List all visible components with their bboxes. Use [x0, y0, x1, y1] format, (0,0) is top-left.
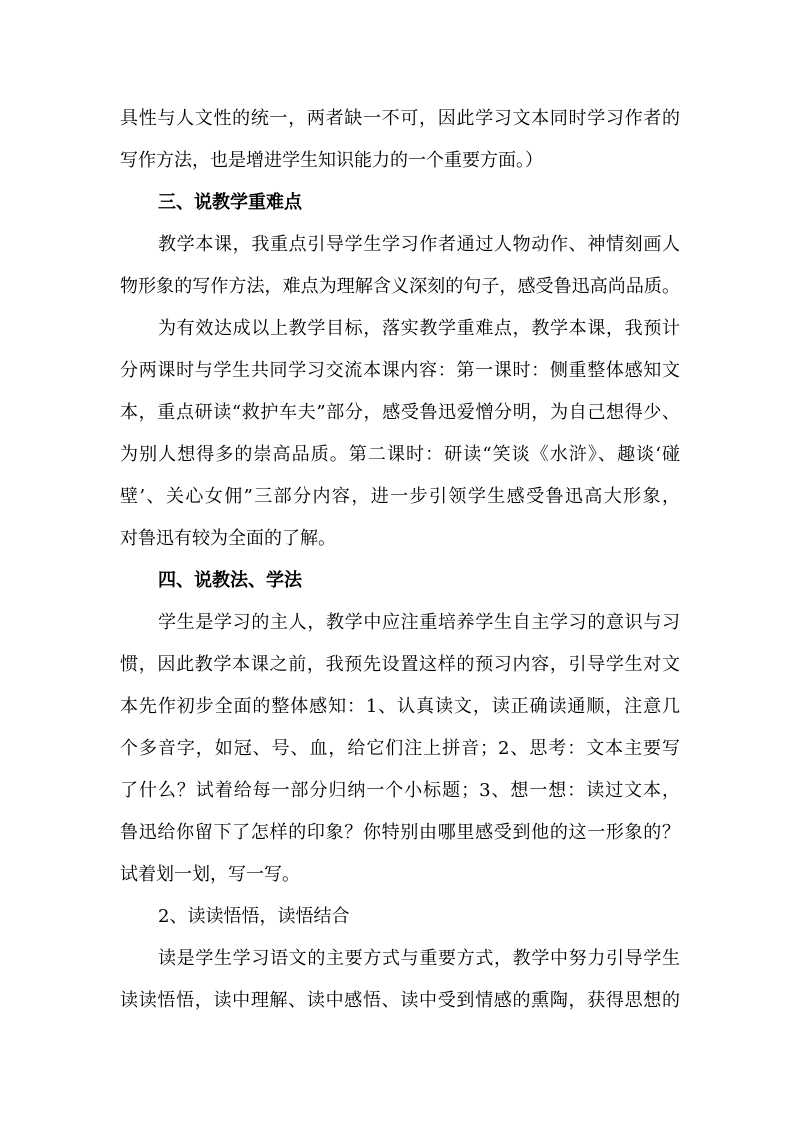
paragraph-line: 鲁迅给你留下了怎样的印象？你特别由哪里感受到他的这一形象的？: [120, 822, 680, 843]
paragraph-line: 本，重点研读“救护车夫”部分，感受鲁迅爱憎分明，为自己想得少、: [120, 402, 680, 423]
paragraph-line: 读是学生学习语文的主要方式与重要方式，教学中努力引导学生: [158, 948, 680, 969]
paragraph-line: 壁’、关心女佣”三部分内容，进一步引领学生感受鲁迅高大形象，: [120, 486, 680, 507]
paragraph-line: 读读悟悟，读中理解、读中感悟、读中受到情感的熏陶，获得思想的: [120, 990, 680, 1011]
section-heading-3: 三、说教学重难点: [158, 192, 302, 213]
paragraph-line: 为别人想得多的崇高品质。第二课时：研读“笑谈《水浒》、趣谈‘碰: [120, 444, 680, 465]
paragraph-line: 对鲁迅有较为全面的了解。: [120, 528, 336, 549]
paragraph-line: 学生是学习的主人，教学中应注重培养学生自主学习的意识与习: [158, 612, 680, 633]
paragraph-line: 分两课时与学生共同学习交流本课内容：第一课时：侧重整体感知文: [120, 360, 680, 381]
paragraph-line: 了什么？试着给每一部分归纳一个小标题；3、想一想：读过文本，: [120, 780, 680, 801]
subsection-heading: 2、读读悟悟，读悟结合: [158, 906, 350, 927]
paragraph-line: 具性与人文性的统一，两者缺一不可，因此学习文本同时学习作者的: [120, 108, 680, 129]
paragraph-line: 写作方法，也是增进学生知识能力的一个重要方面。）: [120, 150, 543, 171]
section-heading-4: 四、说教法、学法: [158, 570, 302, 591]
paragraph-line: 物形象的写作方法，难点为理解含义深刻的句子，感受鲁迅高尚品质。: [120, 276, 680, 297]
paragraph-line: 个多音字，如冠、号、血，给它们注上拼音；2、思考：文本主要写: [120, 738, 680, 759]
paragraph-line: 试着划一划，写一写。: [120, 864, 300, 885]
paragraph-line: 教学本课，我重点引导学生学习作者通过人物动作、神情刻画人: [158, 234, 680, 255]
paragraph-line: 为有效达成以上教学目标，落实教学重难点，教学本课，我预计: [158, 318, 680, 339]
paragraph-line: 本先作初步全面的整体感知：1、认真读文，读正确读通顺，注意几: [120, 696, 680, 717]
paragraph-line: 惯，因此教学本课之前，我预先设置这样的预习内容，引导学生对文: [120, 654, 680, 675]
